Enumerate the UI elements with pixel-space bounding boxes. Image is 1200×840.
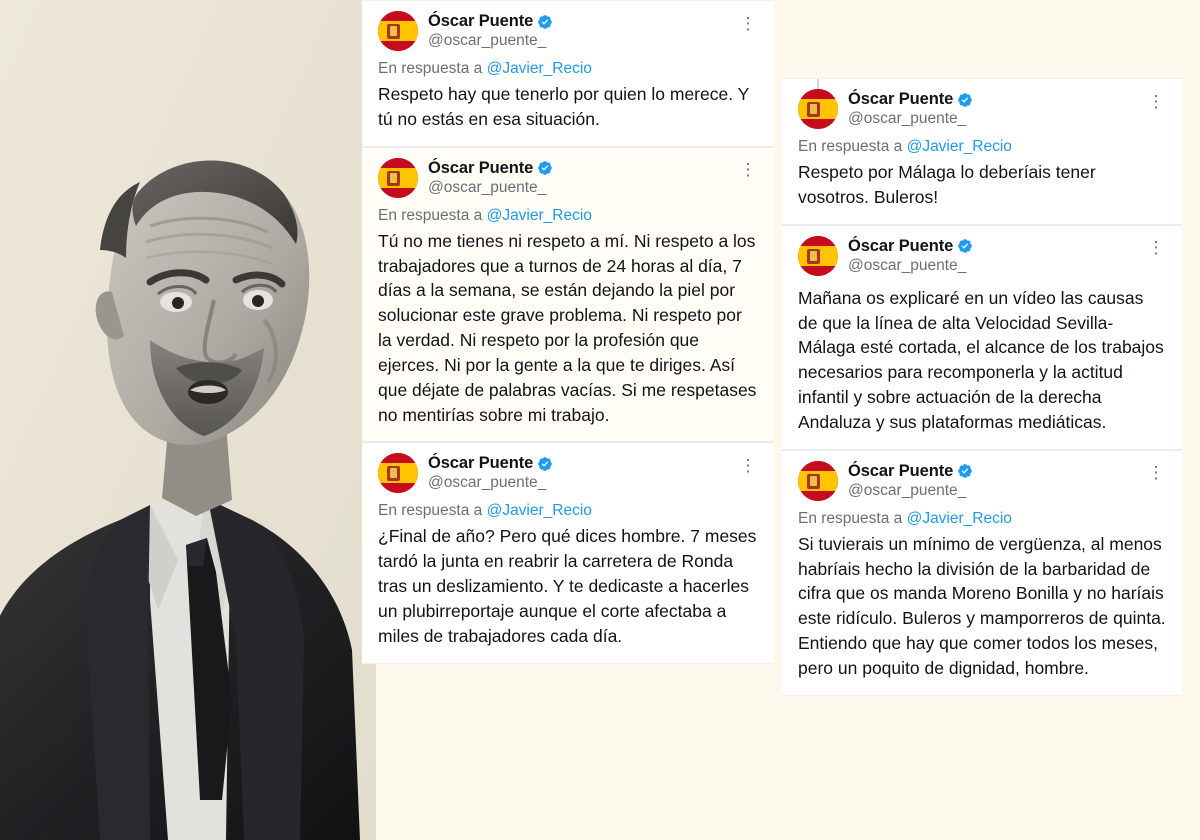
author-block	[848, 461, 1136, 500]
reply-context	[798, 138, 1166, 156]
author-handle[interactable]: @oscar_puente_	[428, 474, 547, 492]
avatar[interactable]	[378, 158, 418, 198]
reply-prefix-label: En respuesta a	[378, 206, 483, 224]
tweet-card[interactable]	[782, 225, 1182, 450]
author-display-name[interactable]: Óscar Puente	[848, 236, 954, 255]
tweet-text: ¿Final de año? Pero qué dices hombre. 7 meses tardó la junta en reabrir la carretera de Ronda tras un deslizamiento. Y te dedicaste a hacerles un plubirreportaje aunque el corte afectaba a miles de trabajadores cada día.	[378, 526, 762, 646]
tweet-header	[378, 158, 758, 198]
author-handle[interactable]: @oscar_puente_	[848, 110, 967, 127]
author-handle[interactable]: @oscar_puente_	[428, 32, 547, 49]
tweet-header	[798, 89, 1166, 129]
reply-prefix-label: En respuesta a	[798, 509, 903, 527]
tweet-text: Mañana os explicaré en un vídeo las causas de que la línea de alta Velocidad Sevilla-Málaga esté cortada, el alcance de los trabajos necesarios para recomponerla y la actitud infantil y sobre actuación de la derecha Andaluza y sus plataformas mediáticas.	[798, 287, 1169, 432]
author-block	[428, 11, 728, 50]
reply-target-link[interactable]: @Javier_Recio	[486, 60, 592, 77]
author-display-name[interactable]: Óscar Puente	[428, 454, 534, 473]
tweet-text: Tú no me tienes ni respeto a mí. Ni respeto a los trabajadores que a turnos de 24 horas al día, 7 días a la semana, se están dejando la piel por solucionar este grave problema. Ni respeto por la verdad. Ni respeto por la profesión que ejerces. Ni por la gente a la que te diriges. Así que déjate de palabras vacías. Si me respetases no mentirías sobre mi trabajo.	[378, 230, 762, 425]
more-options-icon[interactable]: ⋮	[739, 13, 757, 33]
author-display-name[interactable]: Óscar Puente	[848, 461, 954, 480]
tweet-card[interactable]	[362, 442, 774, 663]
author-block	[428, 158, 728, 197]
author-block	[848, 89, 1136, 128]
avatar[interactable]	[378, 11, 418, 51]
tweet-card[interactable]	[782, 78, 1182, 225]
tweet-text: Si tuvierais un mínimo de vergüenza, al menos habríais hecho la división de la barbaridad de cifra que os manda Moreno Bonilla y no haríais este ridículo. Buleros y mamporreros de quinta. Entiendo que hay que comer todos los meses, pero un poquito de dignidad, hombre.	[798, 533, 1171, 678]
tweet-header	[378, 11, 758, 51]
author-block	[848, 236, 1136, 275]
author-block	[428, 453, 728, 492]
reply-prefix-label: En respuesta a	[798, 138, 903, 155]
tweet-header	[798, 236, 1166, 276]
author-display-name[interactable]: Óscar Puente	[848, 90, 954, 108]
more-options-icon[interactable]: ⋮	[739, 455, 757, 475]
avatar[interactable]	[798, 461, 838, 501]
verified-badge-icon	[537, 456, 553, 472]
avatar[interactable]	[378, 453, 418, 493]
verified-badge-icon	[537, 14, 553, 30]
tweet-text: Respeto hay que tenerlo por quien lo merece. Y tú no estás en esa situación.	[378, 84, 754, 129]
verified-badge-icon	[957, 238, 973, 254]
reply-prefix-label: En respuesta a	[378, 502, 483, 520]
author-handle[interactable]: @oscar_puente_	[848, 256, 967, 274]
more-options-icon[interactable]: ⋮	[739, 160, 757, 180]
portrait-photo	[0, 0, 376, 840]
author-handle[interactable]: @oscar_puente_	[848, 481, 967, 499]
avatar[interactable]	[798, 236, 838, 276]
avatar[interactable]	[798, 89, 838, 129]
tweet-column-middle	[362, 0, 774, 664]
reply-context	[798, 510, 1166, 528]
more-options-icon[interactable]: ⋮	[1147, 238, 1165, 258]
more-options-icon[interactable]: ⋮	[1147, 91, 1165, 111]
more-options-icon[interactable]: ⋮	[1147, 463, 1165, 483]
tweet-column-right	[782, 78, 1182, 696]
reply-target-link[interactable]: @Javier_Recio	[906, 509, 1012, 527]
verified-badge-icon	[537, 160, 553, 176]
reply-context	[378, 207, 758, 225]
tweet-header	[798, 461, 1166, 501]
reply-target-link[interactable]: @Javier_Recio	[486, 206, 592, 224]
tweet-card[interactable]	[362, 0, 774, 147]
reply-target-link[interactable]: @Javier_Recio	[486, 502, 592, 520]
tweet-text: Respeto por Málaga lo deberíais tener vosotros. Buleros!	[798, 162, 1101, 207]
author-display-name[interactable]: Óscar Puente	[428, 12, 534, 30]
reply-context	[378, 60, 758, 78]
verified-badge-icon	[957, 463, 973, 479]
reply-context	[378, 502, 758, 520]
author-handle[interactable]: @oscar_puente_	[428, 178, 547, 196]
author-display-name[interactable]: Óscar Puente	[428, 158, 534, 177]
tweet-card[interactable]	[362, 147, 774, 443]
tweet-header	[378, 453, 758, 493]
tweet-card[interactable]	[782, 450, 1182, 696]
verified-badge-icon	[957, 92, 973, 108]
reply-target-link[interactable]: @Javier_Recio	[906, 138, 1012, 155]
reply-prefix-label: En respuesta a	[378, 60, 483, 77]
